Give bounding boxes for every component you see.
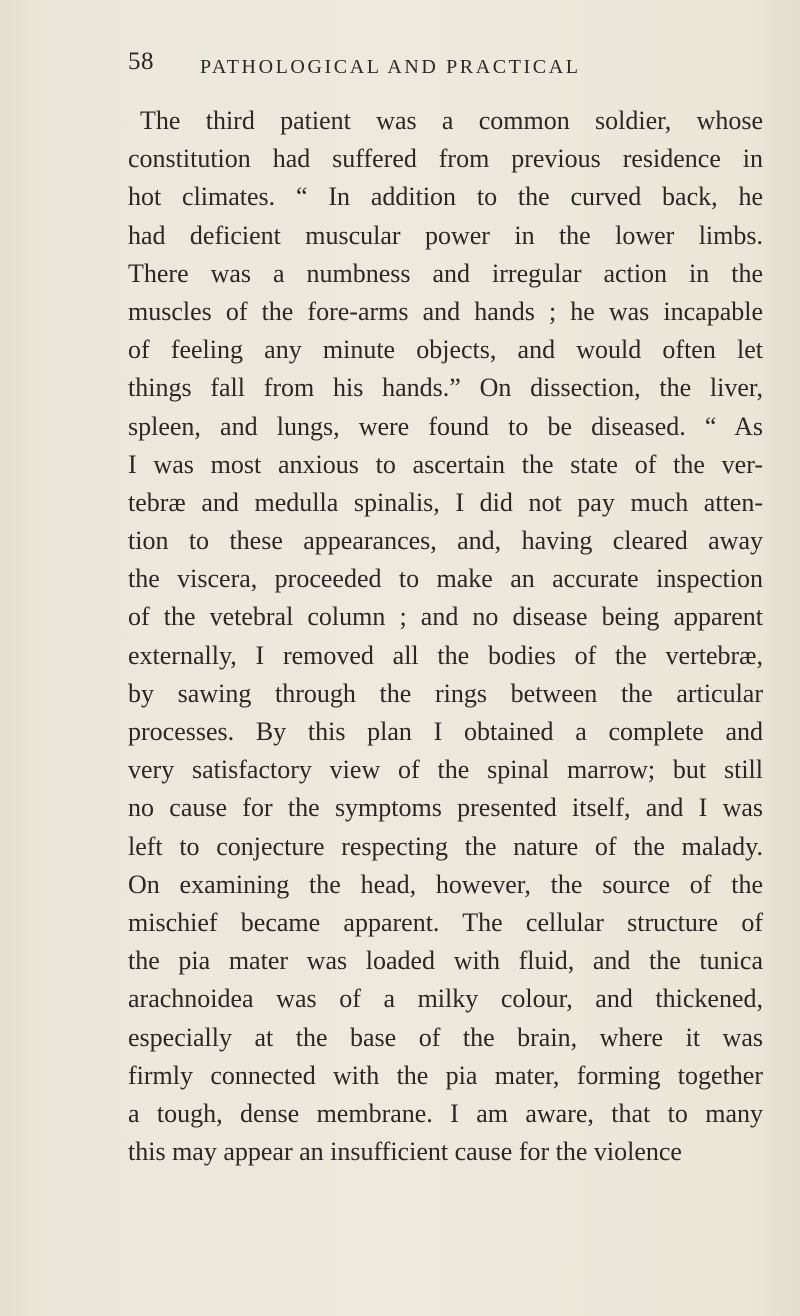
text-line: mischief became apparent. The cellular structure of bbox=[128, 907, 763, 937]
text-line: the viscera, proceeded to make an accurate inspection bbox=[128, 564, 763, 594]
text-line: arachnoidea was of a milky colour, and thickened, bbox=[128, 984, 763, 1014]
text-line: very satisfactory view of the spinal marrow; but still bbox=[128, 755, 763, 785]
text-line: externally, I removed all the bodies of the vertebræ, bbox=[128, 640, 763, 670]
text-line: this may appear an insufficient cause for the violence bbox=[128, 1137, 682, 1167]
text-line: constitution had suffered from previous residence in bbox=[128, 144, 763, 174]
text-line: firmly connected with the pia mater, forming together bbox=[128, 1060, 763, 1090]
text-line: tion to these appearances, and, having cleared away bbox=[128, 526, 763, 556]
text-line: left to conjecture respecting the nature of the malady. bbox=[128, 831, 763, 861]
text-line: of the vetebral column ; and no disease being apparent bbox=[128, 602, 763, 632]
text-line: The third patient was a common soldier, whose bbox=[140, 106, 763, 135]
text-line: processes. By this plan I obtained a complete and bbox=[128, 717, 763, 746]
text-line: spleen, and lungs, were found to be diseased. “ As bbox=[128, 411, 763, 441]
text-line: by sawing through the rings between the articular bbox=[128, 678, 763, 708]
text-line: a tough, dense membrane. I am aware, that to many bbox=[128, 1098, 763, 1128]
page-header bbox=[128, 48, 668, 84]
text-line: no cause for the symptoms presented itself, and I was bbox=[128, 793, 763, 823]
text-line: of feeling any minute objects, and would often let bbox=[128, 335, 763, 365]
text-line: had deficient muscular power in the lower limbs. bbox=[128, 220, 763, 250]
text-line: tebræ and medulla spinalis, I did not pay much atten- bbox=[128, 487, 763, 517]
text-line: There was a numbness and irregular action in the bbox=[128, 258, 763, 288]
page-number: 58 bbox=[128, 48, 154, 75]
text-line: hot climates. “ In addition to the curved back, he bbox=[128, 182, 763, 212]
text-line: especially at the base of the brain, where it was bbox=[128, 1022, 763, 1052]
text-line: the pia mater was loaded with fluid, and the tunica bbox=[128, 946, 763, 976]
text-line: muscles of the fore-arms and hands ; he was incapable bbox=[128, 296, 763, 326]
text-line: things fall from his hands.” On dissection, the liver, bbox=[128, 373, 763, 403]
body-text bbox=[128, 102, 763, 1171]
running-head: PATHOLOGICAL AND PRACTICAL bbox=[200, 56, 581, 78]
text-line: On examining the head, however, the source of the bbox=[128, 869, 763, 899]
text-line: I was most anxious to ascertain the state of the ver- bbox=[128, 449, 763, 479]
